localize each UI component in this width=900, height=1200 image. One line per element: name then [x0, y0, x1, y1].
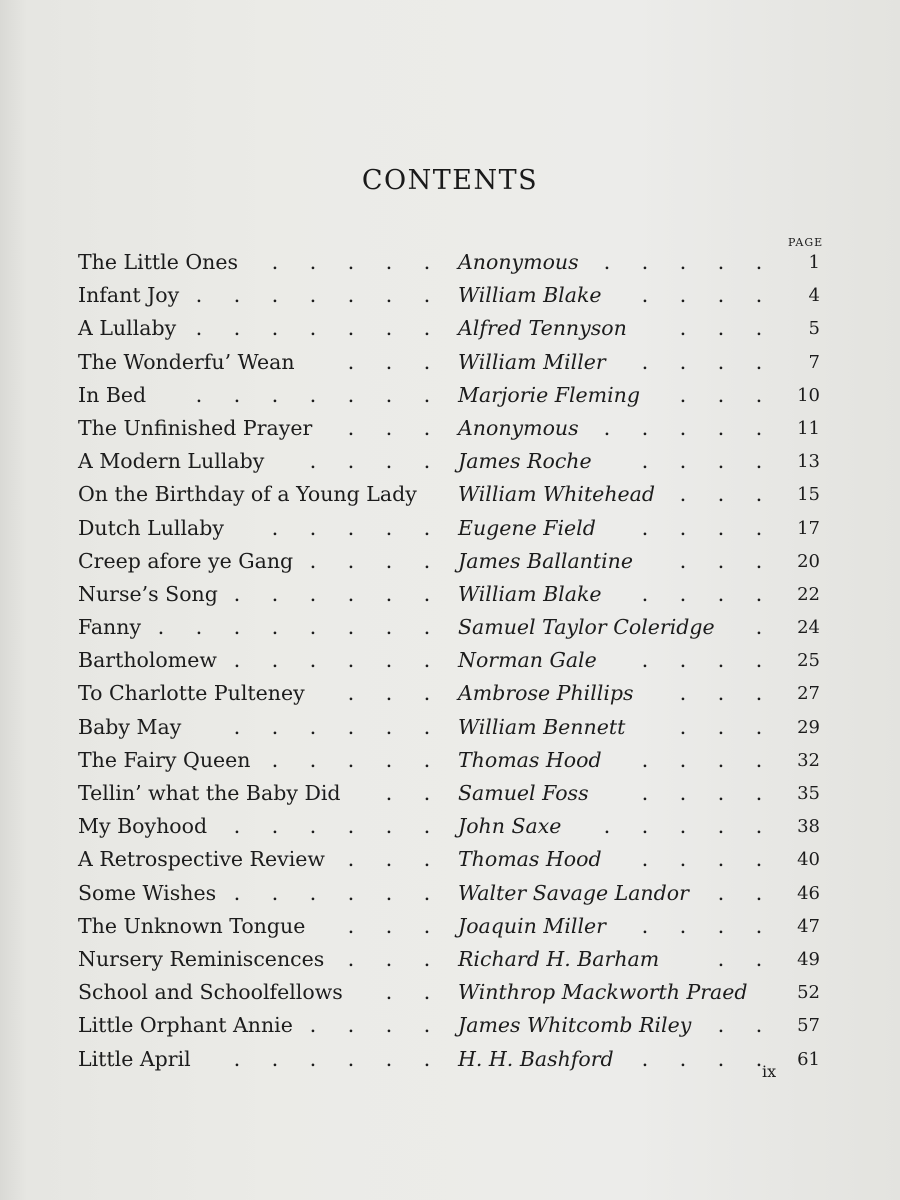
entry-page-number: 47	[797, 915, 820, 937]
contents-row	[78, 1043, 838, 1076]
contents-row	[78, 744, 838, 777]
contents-row	[78, 279, 838, 312]
entry-page-number: 4	[808, 285, 820, 307]
entry-author: Alfred Tennyson	[458, 316, 627, 341]
entry-title: The Wonderfu’ Wean	[78, 349, 295, 374]
entry-title: Creep afore ye Gang	[78, 548, 294, 573]
entry-title: Tellin’ what the Baby Did	[78, 781, 341, 805]
entry-title: Nursery Reminiscences	[78, 946, 325, 971]
entry-page-number: 61	[797, 1048, 820, 1070]
leader-dots: . . .	[679, 482, 763, 507]
entry-page-number: 13	[797, 451, 820, 473]
entry-page-number: 5	[808, 318, 820, 340]
entry-title: In Bed	[78, 382, 147, 407]
entry-page-number: 7	[808, 351, 820, 373]
leader-dots: . .	[717, 880, 763, 905]
entry-title: Bartholomew	[78, 648, 217, 673]
contents-row	[78, 246, 838, 279]
contents-row	[78, 379, 838, 412]
leader-dots: . . . . . . .	[195, 316, 431, 341]
leader-dots: . . . . . . .	[195, 382, 431, 407]
leader-dots: . . . . . .	[233, 714, 431, 739]
leader-dots: . . . . .	[603, 814, 763, 839]
leader-dots: . . . .	[309, 1013, 431, 1038]
entry-author: Eugene Field	[458, 515, 596, 540]
entry-page-number: 35	[797, 783, 820, 804]
leader-dots: . . . .	[641, 747, 763, 772]
leader-dots: . . . .	[641, 913, 763, 938]
contents-row	[78, 810, 838, 843]
leader-dots: . . .	[679, 382, 763, 407]
entry-author: William Blake	[458, 283, 602, 308]
entry-title: Nurse’s Song	[78, 581, 218, 606]
entry-page-number: 49	[797, 948, 820, 970]
contents-row	[78, 545, 838, 578]
entry-title: My Boyhood	[78, 814, 208, 839]
leader-dots: . . . .	[641, 515, 763, 540]
entry-title: Infant Joy	[78, 283, 180, 308]
folio-number: ix	[762, 1062, 777, 1081]
entry-author: Marjorie Fleming	[458, 382, 640, 407]
leader-dots: . . . . .	[271, 515, 431, 540]
contents-row	[78, 711, 838, 744]
leader-dots: . . . .	[641, 847, 763, 872]
entry-title: Dutch Lullaby	[78, 515, 224, 540]
leader-dots: . . . . .	[603, 415, 763, 440]
contents-row	[78, 346, 838, 379]
leader-dots: . . . . .	[271, 250, 431, 274]
entry-title: A Lullaby	[78, 316, 177, 341]
contents-row	[78, 843, 838, 876]
entry-title: The Little Ones	[78, 250, 239, 274]
leader-dots: . . . .	[641, 581, 763, 606]
entry-title: Little Orphant Annie	[78, 1013, 293, 1038]
leader-dots: . .	[385, 980, 431, 1005]
entry-author: Thomas Hood	[458, 747, 602, 772]
entry-page-number: 29	[797, 716, 820, 738]
leader-dots: . . .	[347, 946, 431, 971]
entry-title: A Retrospective Review	[78, 847, 325, 872]
entry-title: Some Wishes	[78, 880, 217, 905]
contents-row	[78, 1009, 838, 1042]
leader-dots: . .	[717, 946, 763, 971]
entry-author: Joaquin Miller	[458, 913, 606, 938]
contents-row	[78, 445, 838, 478]
leader-dots: . . .	[347, 349, 431, 374]
entry-page-number: 27	[797, 683, 820, 705]
leader-dots: . . . .	[641, 1046, 763, 1071]
contents-row	[78, 976, 838, 1009]
entry-author: Thomas Hood	[458, 847, 602, 872]
leader-dots: . . . . .	[271, 747, 431, 772]
leader-dots: . . . .	[641, 449, 763, 474]
entry-title: The Fairy Queen	[78, 747, 251, 772]
entry-page-number: 46	[797, 882, 820, 904]
entry-author: Samuel Foss	[458, 781, 589, 805]
entry-author: John Saxe	[458, 814, 562, 839]
page-column-label: PAGE	[788, 236, 824, 249]
entry-page-number: 15	[797, 484, 820, 506]
contents-row	[78, 312, 838, 345]
entry-author: Walter Savage Landor	[458, 880, 689, 905]
leader-dots: . . . . . . .	[195, 283, 431, 308]
contents-row	[78, 877, 838, 910]
entry-page-number: 10	[797, 384, 820, 406]
entry-author: Anonymous	[458, 250, 579, 274]
entry-title: Fanny	[78, 615, 142, 640]
entry-title: To Charlotte Pulteney	[78, 681, 305, 706]
contents-row	[78, 512, 838, 545]
entry-title: Baby May	[78, 714, 182, 739]
leader-dots: . . .	[679, 714, 763, 739]
contents-heading: CONTENTS	[361, 165, 539, 196]
contents-row	[78, 943, 838, 976]
contents-row	[78, 611, 838, 644]
entry-author: Anonymous	[458, 415, 579, 440]
entry-title: School and Schoolfellows	[78, 980, 343, 1005]
leader-dots: . . . . . .	[233, 581, 431, 606]
entry-title: Little April	[78, 1046, 191, 1071]
leader-dots: . . .	[679, 681, 763, 706]
entry-author: Norman Gale	[458, 648, 597, 673]
leader-dots: . . .	[347, 847, 431, 872]
entry-author: William Whitehead	[458, 482, 655, 507]
contents-row	[78, 777, 838, 810]
leader-dots: . . . . . . . .	[157, 615, 431, 640]
leader-dots: . . . .	[641, 283, 763, 308]
leader-dots: .	[755, 615, 763, 640]
leader-dots: . . . .	[641, 349, 763, 374]
entry-page-number: 11	[797, 417, 820, 439]
entry-author: William Blake	[458, 581, 602, 606]
entry-page-number: 40	[797, 849, 820, 871]
contents-row	[78, 478, 838, 511]
leader-dots: . . .	[347, 415, 431, 440]
entry-title: On the Birthday of a Young Lady	[78, 482, 417, 507]
entry-page-number: 32	[797, 749, 820, 771]
entry-author: James Roche	[458, 449, 592, 474]
leader-dots: . . . . . .	[233, 880, 431, 905]
entry-author: Winthrop Mackworth Praed	[458, 980, 748, 1005]
entry-page-number: 17	[797, 517, 820, 539]
contents-list	[78, 246, 838, 1076]
entry-page-number: 57	[797, 1015, 820, 1037]
entry-page-number: 52	[797, 982, 820, 1004]
contents-row	[78, 644, 838, 677]
entry-author: William Miller	[458, 349, 606, 374]
entry-title: The Unknown Tongue	[78, 913, 306, 938]
leader-dots: . . . .	[641, 648, 763, 673]
contents-row	[78, 910, 838, 943]
leader-dots: . . . .	[641, 781, 763, 805]
leader-dots: . . . .	[309, 548, 431, 573]
entry-author: James Ballantine	[458, 548, 634, 573]
contents-row	[78, 677, 838, 710]
entry-author: Samuel Taylor Coleridge	[458, 615, 715, 640]
entry-author: James Whitcomb Riley	[458, 1013, 692, 1038]
entry-page-number: 24	[797, 617, 820, 639]
entry-page-number: 20	[797, 550, 820, 572]
leader-dots: . . .	[679, 548, 763, 573]
entry-page-number: 25	[797, 650, 820, 672]
leader-dots: . . .	[347, 913, 431, 938]
leader-dots: . . . . . .	[233, 648, 431, 673]
leader-dots: . . . .	[309, 449, 431, 474]
leader-dots: . .	[717, 1013, 763, 1038]
contents-row	[78, 412, 838, 445]
entry-author: Richard H. Barham	[458, 946, 660, 971]
entry-author: William Bennett	[458, 714, 626, 739]
entry-title: The Unfinished Prayer	[78, 415, 313, 440]
contents-row	[78, 578, 838, 611]
entry-title: A Modern Lullaby	[78, 449, 265, 474]
entry-author: H. H. Bashford	[458, 1046, 614, 1071]
leader-dots: . . . . . .	[233, 814, 431, 839]
leader-dots: . .	[385, 781, 431, 805]
leader-dots: . . .	[347, 681, 431, 706]
entry-page-number: 38	[797, 816, 820, 838]
leader-dots: . . . . . .	[233, 1046, 431, 1071]
entry-page-number: 1	[808, 252, 820, 273]
entry-author: Ambrose Phillips	[458, 681, 634, 706]
leader-dots: . . . . .	[603, 250, 763, 274]
entry-page-number: 22	[797, 583, 820, 605]
leader-dots: . . .	[679, 316, 763, 341]
